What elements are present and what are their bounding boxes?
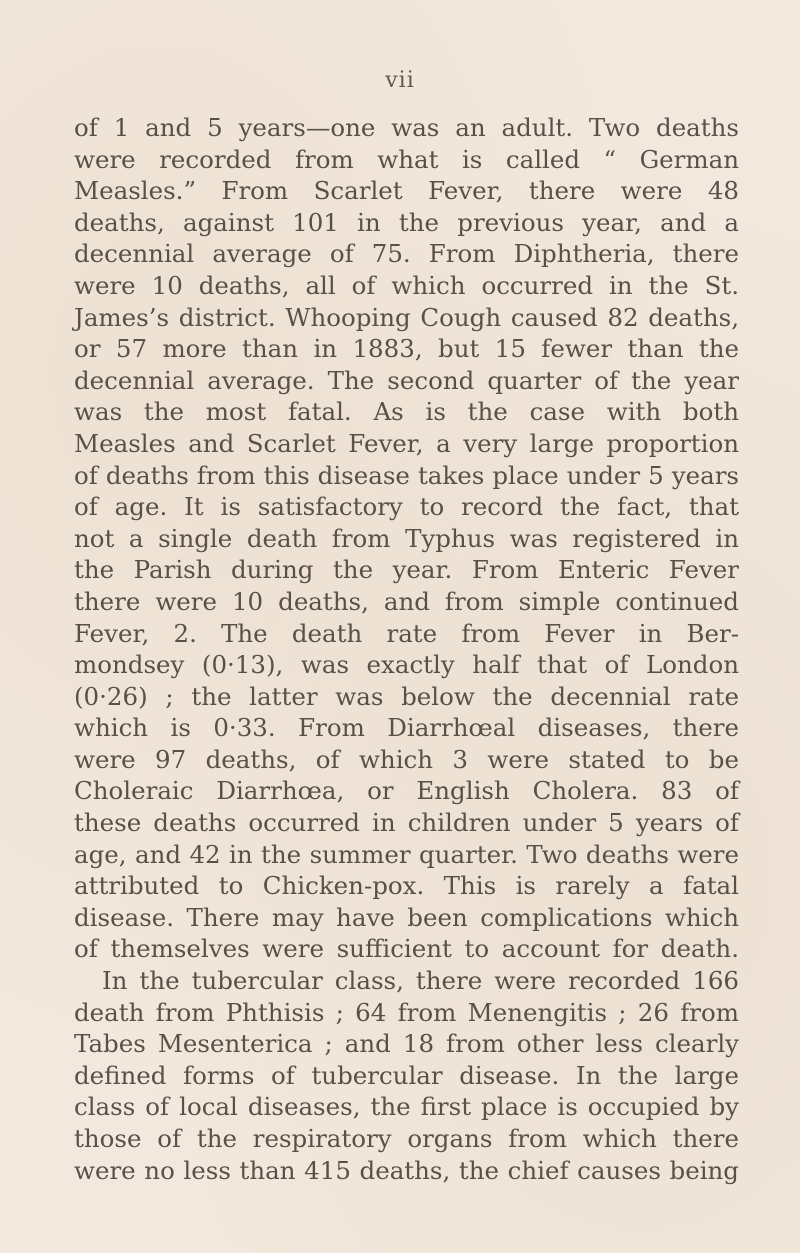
text-line: of themselves were sufficient to account for death. bbox=[74, 934, 739, 964]
text-line: James’s district. Whooping Cough caused 82 deaths, bbox=[74, 302, 739, 332]
text-line: deaths, against 101 in the previous year, and a bbox=[74, 207, 739, 237]
text-line: Tabes Mesenterica ; and 18 from other less clearly bbox=[74, 1029, 739, 1059]
text-line: Measles and Scarlet Fever, a very large proportion bbox=[74, 428, 739, 458]
text-line: was the most fatal. As is the case with both bbox=[74, 397, 739, 427]
text-line: Fever, 2. The death rate from Fever in Ber- bbox=[74, 618, 739, 648]
text-line: age, and 42 in the summer quarter. Two deaths were bbox=[74, 839, 739, 869]
text-line: were no less than 415 deaths, the chief causes being bbox=[74, 1155, 739, 1185]
text-line: death from Phthisis ; 64 from Menengitis ; 26 from bbox=[74, 997, 739, 1027]
text-line: class of local diseases, the first place is occupied by bbox=[74, 1092, 739, 1122]
text-line: were 10 deaths, all of which occurred in the St. bbox=[74, 270, 739, 300]
text-line: decennial average. The second quarter of the year bbox=[74, 365, 739, 395]
text-line: were 97 deaths, of which 3 were stated to be bbox=[74, 744, 739, 774]
text-line: not a single death from Typhus was registered in bbox=[74, 523, 739, 553]
text-line: disease. There may have been complications which bbox=[74, 902, 739, 932]
text-line: those of the respiratory organs from which there bbox=[74, 1124, 739, 1153]
text-line: which is 0·33. From Diarrhœal diseases, there bbox=[74, 713, 739, 743]
text-line: decennial average of 75. From Diphtheria, there bbox=[74, 239, 739, 269]
text-line: mondsey (0·13), was exactly half that of London bbox=[74, 650, 739, 680]
text-line: of 1 and 5 years—one was an adult. Two deaths bbox=[74, 113, 739, 142]
text-line: (0·26) ; the latter was below the decennial rate bbox=[74, 681, 739, 711]
text-line: Measles.” From Scarlet Fever, there were 48 bbox=[74, 176, 739, 206]
text-line: were recorded from what is called “ German bbox=[74, 144, 739, 174]
text-line: attributed to Chicken-pox. This is rarely a fatal bbox=[74, 871, 739, 901]
text-line: or 57 more than in 1883, but 15 fewer than the bbox=[74, 334, 739, 364]
body-text bbox=[74, 112, 739, 1186]
text-line: these deaths occurred in children under 5 years of bbox=[74, 808, 739, 838]
text-line: Choleraic Diarrhœa, or English Cholera. 83 of bbox=[74, 776, 739, 806]
text-line: of deaths from this disease takes place under 5 years bbox=[74, 460, 739, 490]
paragraph-start-line: In the tubercular class, there were recorded 166 bbox=[102, 966, 739, 996]
text-line: there were 10 deaths, and from simple continued bbox=[74, 586, 739, 616]
text-line: the Parish during the year. From Enteric Fever bbox=[74, 555, 739, 585]
text-line: defined forms of tubercular disease. In the large bbox=[74, 1060, 739, 1090]
page-number: vii bbox=[385, 68, 415, 93]
text-line: of age. It is satisfactory to record the fact, that bbox=[74, 492, 739, 522]
